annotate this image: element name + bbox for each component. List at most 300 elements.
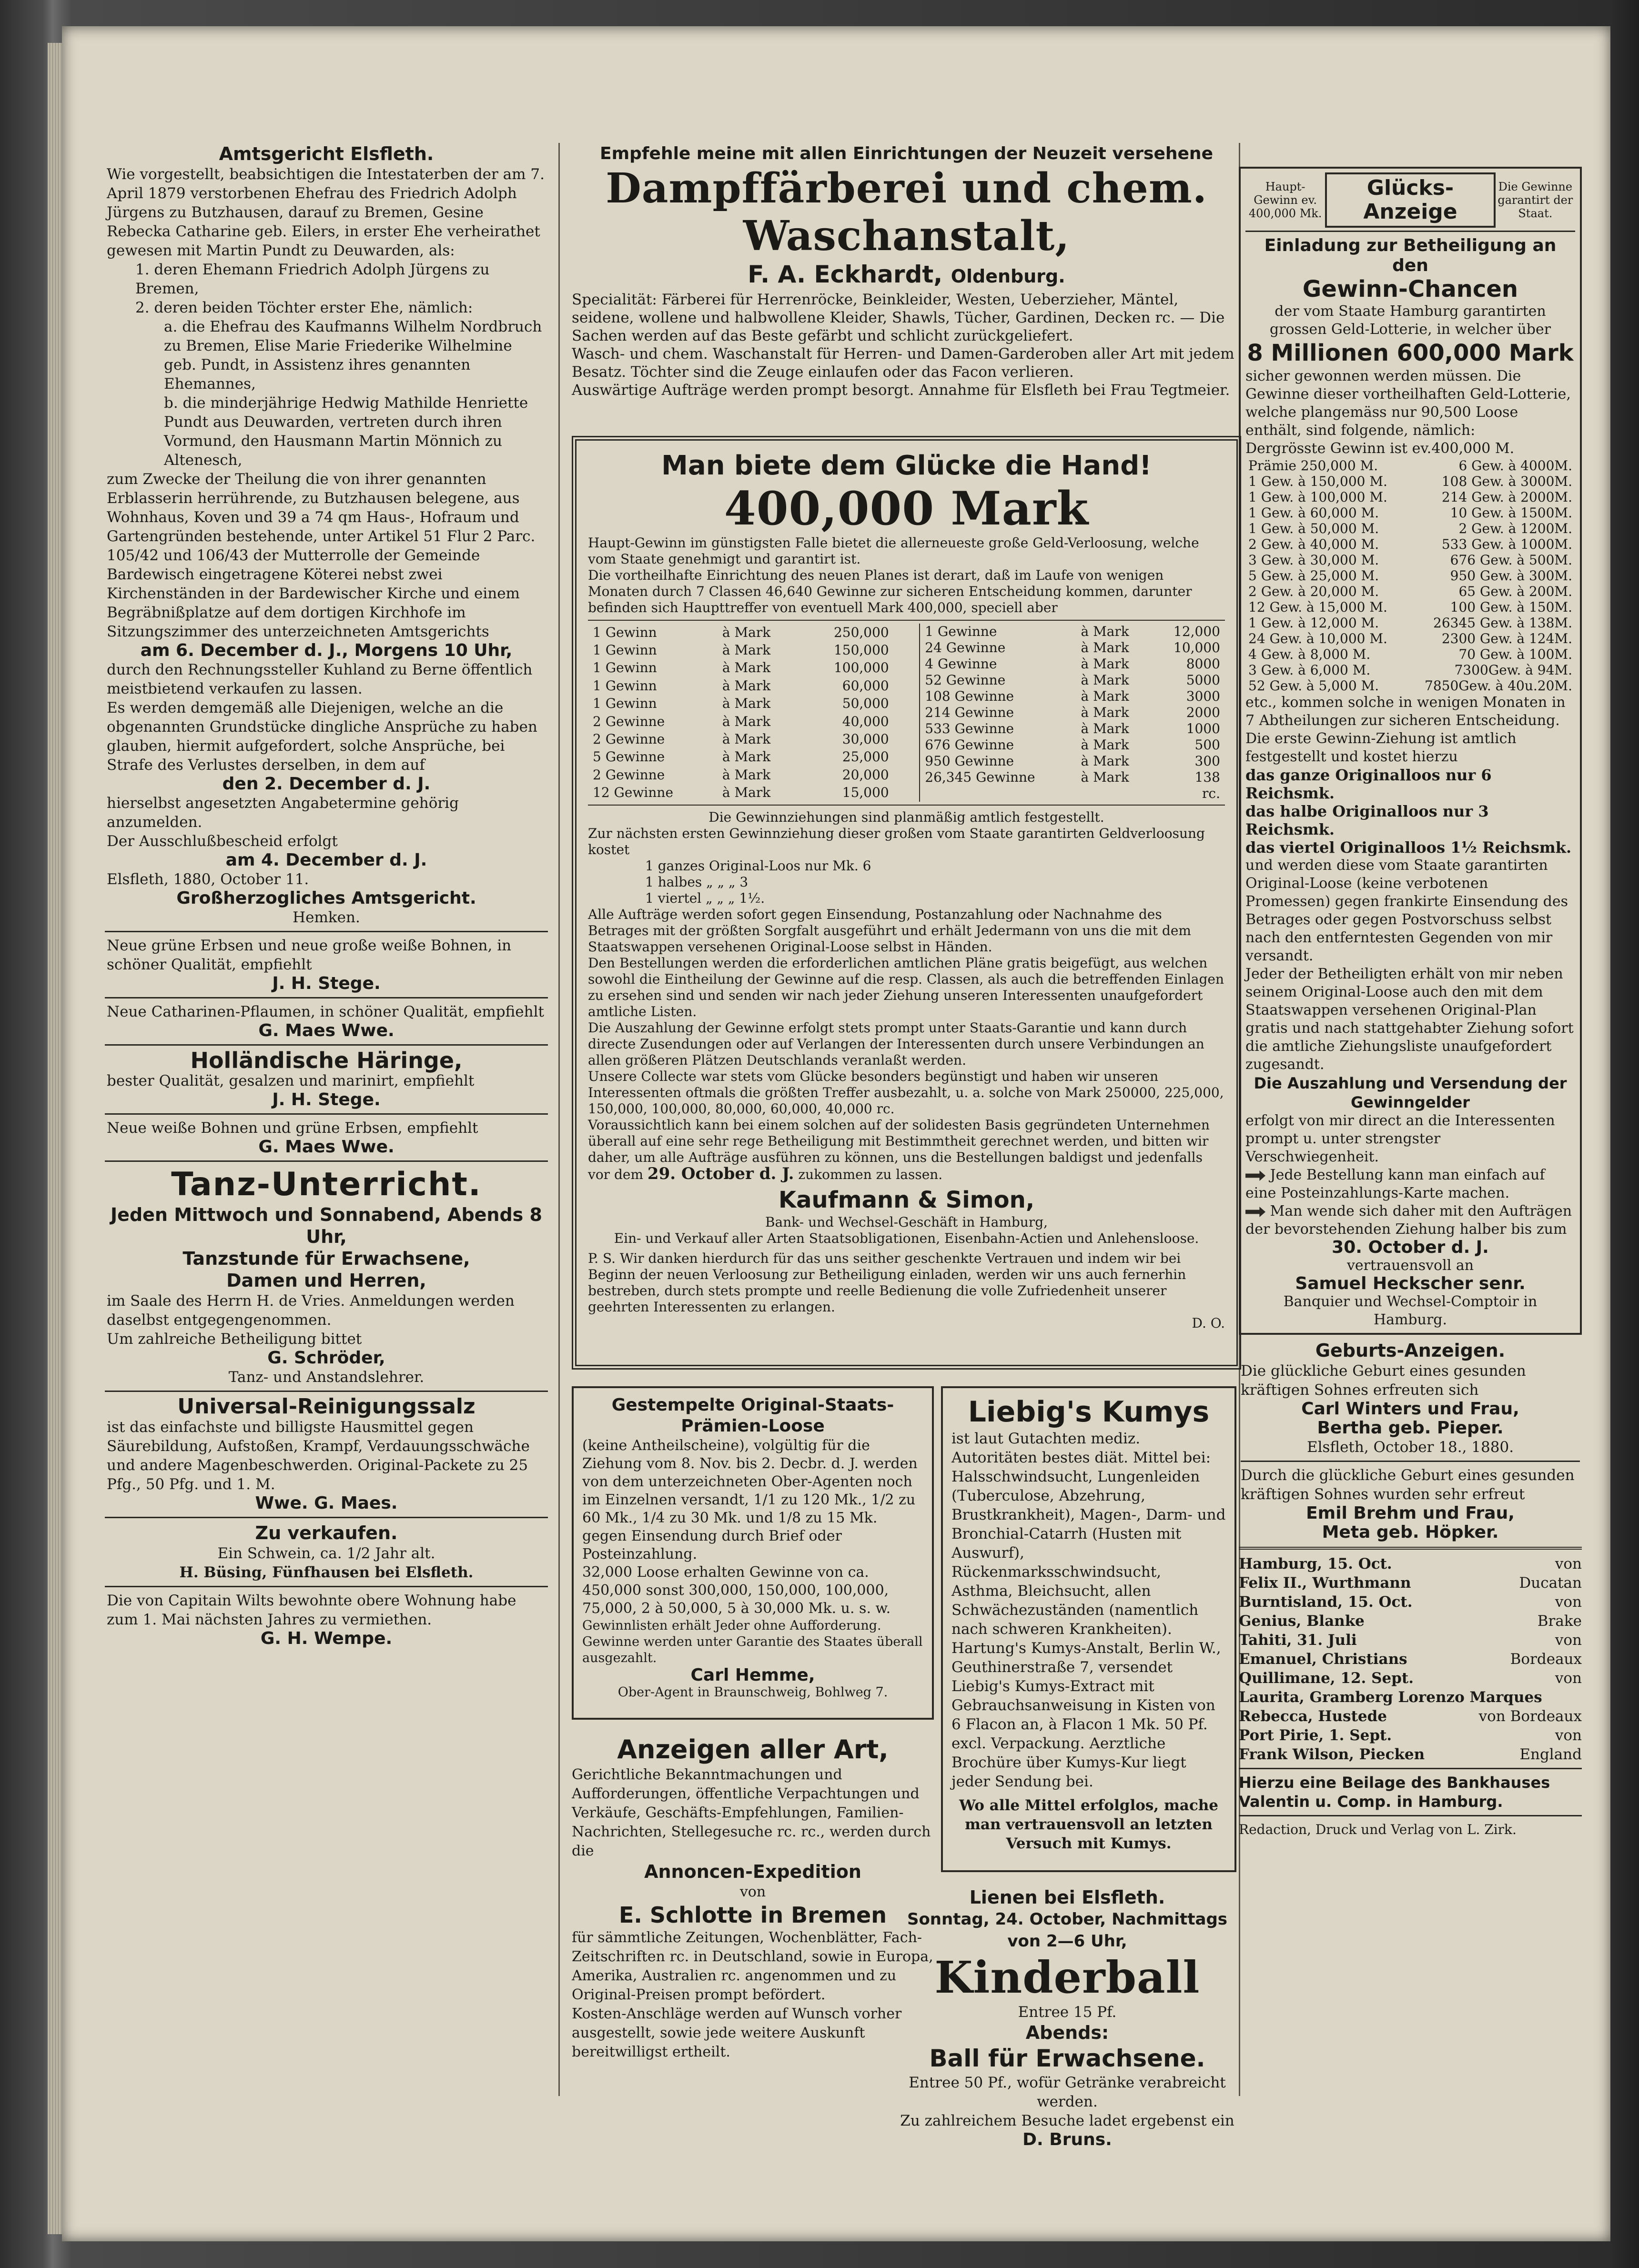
kaufmann-text: Die vortheilhafte Einrichtung des neuen Planes ist derart, daß im Laufe von wenigen Monaten durch 7 Classen 46,640 Gewinne zur sicheren Entscheidung kommen, darunter befinden sich Haupttreffer von eventuell Mark 400,000, speciell aber [588,567,1192,615]
glueck-line: Einladung zur Betheiligung an den [1264,236,1557,275]
prize-row [920,640,1225,656]
amtsgericht-date: am 4. December d. J. [225,850,427,870]
prize-row [1245,568,1575,584]
ad-signer: G. H. Wempe. [260,1629,393,1648]
ad-anzeigen-aller-art [572,1734,934,2153]
ad-line: Jeden Mittwoch und Sonnabend, Abends 8 Uhr, [111,1204,542,1247]
divider [105,1160,548,1162]
prize-row [1245,474,1575,489]
prize-row [588,677,894,695]
ad-text: Neue weiße Bohnen und grüne Erbsen, empfiehlt [107,1119,478,1137]
table-cell: à Mark [722,642,771,658]
kaufmann-text-part: zukommen zu lassen. [798,1167,943,1182]
ad-wohnung [105,1591,548,1648]
ship-row [1239,1631,1582,1650]
ship-port: Quillimane, 12. Sept. [1239,1670,1414,1687]
table-cell: à Mark [1081,640,1129,655]
table-cell: 1 Gew. à 100,000 M. [1248,489,1387,505]
ad-haeringe [105,1049,548,1109]
ship-row [1239,1593,1582,1612]
price-line: 1 halbes „ „ „ 3 [645,874,749,890]
ship-port: Genius, Blanke [1239,1613,1365,1630]
table-cell: Prämie 250,000 M. [1248,458,1378,474]
ship-port: Rebecca, Hustede [1239,1708,1387,1725]
liebig-text: ist laut Gutachten mediz. Autoritäten bestes diät. Mittel bei: Halsschwindsucht, Lungenleiden (Tuberculose, Abzehrung, Brustkrankheit), Magen-, Darm- und Bronchial-Catarrh (Husten mit Auswurf), Rückenmarksschwindsucht, Asthma, Bleichsucht, allen Schwächezuständen (namentlich nach schweren Krankheiten). Hartung's Kumys-Anstalt, Berlin W., Geuthinerstraße 7, versendet Liebig's Kumys-Extract mit Gebrauchsanweisung in Kisten von 6 Flacon an, à Flacon 1 Mk. 50 Pf. excl. Verpackung. Aerztliche Brochüre über Kumys-Kur liegt jeder Sendung bei. [951,1430,1226,1790]
prize-row [920,721,1225,737]
kaufmann-firm-line: Ein- und Verkauf aller Arten Staatsobligationen, Eisenbahn-Actien und Anlehensloose. [614,1230,1199,1246]
ad-signer-title: Tanz- und Anstandslehrer. [228,1369,425,1386]
table-cell: à Mark [1081,656,1129,672]
glueck-line: Die Auszahlung und Versendung der Gewinngelder [1254,1074,1567,1111]
table-cell: 3 Gew. à 30,000 M. [1248,552,1379,568]
table-cell: 500 [1194,737,1220,753]
table-cell: 1 Gewinn [593,677,657,694]
lienen-entree: Entree 15 Pf. [1018,2004,1117,2021]
ad-text: im Saale des Herrn H. de Vries. Anmeldungen werden daselbst entgegengenommen. [107,1292,515,1329]
table-cell: 15,000 [842,785,889,801]
ad-tanz [105,1166,548,1387]
anzeigen-title: Anzeigen aller Art, [617,1734,889,1764]
amtsgericht-signer-name: Hemken. [293,909,360,926]
amtsgericht-item: 2. deren beiden Töchter erster Ehe, nämlich: [135,299,473,316]
staats-text: (keine Antheilscheine), volgültig für die Ziehung vom 8. Nov. bis 2. Decbr. d. J. werden von dem unterzeichneten Ober-Agenten noch im Einzelnen versandt, 1/1 zu 120 Mk., 1/2 zu 60 Mk., 1/4 zu 30 Mk. und 1/8 zu 15 Mk. gegen Einsendung durch Brief oder Posteinzahlung. [582,1437,918,1562]
lienen-line: Sonntag, 24. October, Nachmittags von 2—6 Uhr, [907,1910,1228,1951]
table-cell: 2 Gew. à 40,000 M. [1248,536,1379,552]
prize-row [920,688,1225,705]
table-cell: 12 Gewinne [593,785,674,801]
ad-geburt [1239,1340,1582,1542]
table-cell: 7850Gew. à 40u.20M. [1425,678,1572,694]
glueck-signer-title: Banquier und Wechsel-Comptoir in Hamburg. [1283,1293,1538,1328]
ship-row [1239,1726,1582,1745]
glueck-date: 30. October d. J. [1332,1238,1489,1257]
divider [105,1044,548,1046]
staats-signer: Carl Hemme, [690,1665,815,1685]
kaufmann-text [588,1117,1225,1183]
glueck-text [1245,1202,1575,1239]
table-cell: 3000 [1186,688,1220,704]
glueck-text: etc., kommen solche in wenigen Monaten in 7 Abtheilungen zur sicheren Entscheidung. [1245,694,1566,729]
lienen-abends: Abends: [1025,2022,1109,2043]
prize-row [920,753,1225,769]
anzeigen-text: Kosten-Anschläge werden auf Wunsch vorher ausgestellt, sowie jede weitere Auskunft bereitwilligst ertheilt. [572,2006,902,2060]
divider [1239,1768,1582,1769]
ship-row [1239,1573,1582,1593]
table-cell: à Mark [722,713,771,729]
divider [105,931,548,932]
ship-origin: Ducatan [1519,1574,1582,1592]
table-cell: 1 Gewinn [593,642,657,658]
prize-row [588,695,894,713]
table-cell: 2 Gew. à 1200M. [1458,521,1572,536]
staats-title: Gestempelte Original-Staats-Prämien-Loose [611,1395,894,1436]
prize-row [1245,662,1575,678]
table-cell: à Mark [722,696,771,712]
table-cell: 60,000 [842,677,889,694]
table-cell: à Mark [722,660,771,676]
ad-signer: J. H. Stege. [272,1090,381,1109]
ship-row [1239,1554,1582,1573]
table-cell: 214 Gewinne [925,705,1014,720]
ship-origin: von Bordeaux [1478,1708,1582,1725]
table-cell: à Mark [1081,672,1129,688]
prize-row [1245,646,1575,662]
ad-kaufmann-simon [572,431,1241,1372]
table-cell: 65 Gew. à 200M. [1458,584,1572,599]
ship-origin: England [1519,1746,1582,1763]
glueck-text [1245,1166,1575,1202]
table-cell: 26,345 Gewinne [925,769,1035,785]
table-cell: 24 Gew. à 10,000 M. [1248,631,1387,646]
eckhardt-text: Specialität: Färberei für Herrenröcke, Beinkleider, Westen, Ueberzieher, Mäntel, seidene, wollene und halbwollene Kleider, Shawls, Tücher, Gardinen, Decken rc. — Die Sachen werden auf das Beste gefärbt und schlicht zurückgeliefert. [572,291,1225,344]
geburt-names: Meta geb. Höpker. [1322,1522,1499,1542]
ad-eckhardt [572,143,1241,429]
amtsgericht-body: hierselbst angesetzten Angabetermine gehörig anzumelden. [107,795,459,831]
prize-row [588,641,894,659]
table-cell: à Mark [1081,737,1129,753]
eckhardt-text: Wasch- und chem. Waschanstalt für Herren- und Damen-Garderoben aller Art mit jedem Besatz. Töchter sind die Zeuge einlaufen oder das Facon verlieren. [572,345,1234,381]
prize-table-right [919,624,1225,802]
amtsgericht-signer: Großherzogliches Amtsgericht. [176,888,476,908]
ad-title: Holländische Häringe, [190,1048,463,1073]
ship-port: Tahiti, 31. Juli [1239,1632,1357,1649]
price-line: 1 ganzes Original-Loos nur Mk. 6 [645,858,871,874]
table-cell: 1 Gew. à 150,000 M. [1248,474,1387,489]
table-cell: 214 Gew. à 2000M. [1441,489,1572,505]
ad-title: Universal-Reinigungssalz [177,1394,476,1419]
table-cell: 40,000 [842,713,889,729]
kaufmann-text: Unsere Collecte war stets vom Glücke besonders begünstigt und haben wir unseren Interessenten oftmals die größten Treffer ausbezahlt, u. a. solche von Mark 250000, 225,000, 150,000, 100,000, 80,000, 60,000, 40,000 rc. [588,1068,1224,1117]
table-cell: 1 Gewinn [593,660,657,676]
table-cell: 5000 [1186,672,1220,688]
ad-staats-loose [572,1386,934,1720]
anzeigen-von: von [739,1884,766,1900]
prize-row [588,659,894,677]
ship-port: Laurita, Gramberg Lorenzo Marques [1239,1689,1542,1706]
kaufmann-text: Alle Aufträge werden sofort gegen Einsendung, Postanzahlung oder Nachnahme des Betrages mit der größten Sorgfalt ausgeführt und erhält Jedermann von uns die mit dem Staatswappen versehenen Original-Loose selbst in Händen. [588,907,1191,955]
amtsgericht-body: Es werden demgemäß alle Diejenigen, welche an die obgenannten Grundstücke dingliche Ansprüche zu haben glauben, hiermit aufgefordert, solche Ansprüche, bei Strafe des Verlustes derselben, in dem auf [107,699,537,774]
kaufmann-text: Den Bestellungen werden die erforderlichen amtlichen Pläne gratis beigefügt, aus welchen sowohl die Eintheilung der Gewinne auf die resp. Classen, als auch die betreffenden Einlagen zu ersehen sind und senden wir nach jeder Ziehung unseren Interessenten unaufgefordert amtliche Listen. [588,955,1224,1019]
ad-text: Ein Schwein, ca. 1/2 Jahr alt. [217,1545,435,1562]
prize-row [1245,489,1575,505]
amtsgericht-item: b. die minderjährige Hedwig Mathilde Henriette Pundt aus Deuwarden, vertreten durch ihren Vormund, den Hausmann Martin Mönnich zu Altenesch, [164,394,528,469]
anzeigen-expedition: Annoncen-Expedition [644,1861,861,1882]
table-cell: 676 Gew. à 500M. [1450,552,1572,568]
prize-row [1245,615,1575,631]
ad-text: bester Qualität, gesalzen und marinirt, empfiehlt [107,1072,475,1089]
ad-text: Neue grüne Erbsen und neue große weiße Bohnen, in schöner Qualität, empfiehlt [107,937,512,973]
prize-row [588,784,894,802]
geburt-title: Geburts-Anzeigen. [1315,1340,1506,1361]
table-cell: 4 Gewinne [925,656,997,672]
table-cell: 533 Gewinne [925,721,1014,736]
glueck-text-part: Jede Bestellung kann man einfach auf eine Posteinzahlungs-Karte machen. [1245,1167,1545,1201]
geburt-names: Emil Brehm und Frau, [1306,1503,1515,1523]
kaufmann-text: Die Auszahlung der Gewinne erfolgt stets prompt unter Staats-Garantie und kann durch directe Zusendungen oder auf Verlangen der Interessenten durch unsere Verbindungen an allen größeren Plätzen Deutschlands veranlaßt werden. [588,1020,1204,1068]
glueck-text: erfolgt von mir direct an die Interessenten prompt u. unter strengster Verschwiegenheit. [1245,1112,1555,1165]
divider [1239,1547,1582,1550]
prize-row [1245,521,1575,536]
glueck-line: Gewinn-Chancen [1302,276,1518,302]
anzeigen-text: Gerichtliche Bekanntmachungen und Aufforderungen, öffentliche Verpachtungen und Verkäufe, Geschäfts-Empfehlungen, Familien-Nachrichten, Stellegesuche rc. rc., werden durch die [572,1766,931,1859]
table-cell: 2 Gewinne [593,731,665,747]
table-cell: 100 Gew. à 150M. [1450,599,1572,615]
kaufmann-ps-sign: D. O. [1192,1315,1225,1331]
glueck-text: der vom Staate Hamburg garantirten grossen Geld-Lotterie, in welcher über [1269,303,1551,338]
prize-row [1245,552,1575,568]
ad-text: Die von Capitain Wilts bewohnte obere Wohnung habe zum 1. Mai nächsten Jahres zu vermiethen. [107,1592,516,1628]
ship-row [1239,1669,1582,1688]
table-cell: 30,000 [842,731,889,747]
lienen-title2: Ball für Erwachsene. [929,2045,1205,2072]
ship-row [1239,1707,1582,1726]
table-cell: 2000 [1186,705,1220,720]
ad-signer: J. H. Stege. [272,974,381,993]
prize-row [1245,599,1575,615]
price-line: 1 viertel „ „ „ 1½. [645,890,765,906]
table-cell: 5 Gewinne [593,749,665,765]
table-cell: 8000 [1186,656,1220,672]
table-cell: 2 Gewinne [593,713,665,729]
glueck-price: das halbe Originalloos nur 3 Reichsmk. [1245,802,1489,838]
ad-erbsen [105,936,548,993]
prize-row [920,624,1225,640]
prize-row [1245,458,1575,474]
prize-row [920,656,1225,672]
table-cell: à Mark [722,749,771,765]
divider [1239,1815,1582,1816]
ad-signer: Wwe. G. Maes. [255,1493,398,1513]
eckhardt-name: F. A. Eckhardt, [748,261,943,288]
ship-port: Frank Wilson, Piecken [1239,1746,1425,1763]
ad-signer: G. Maes Wwe. [258,1021,395,1040]
eckhardt-text: Auswärtige Aufträge werden prompt besorgt. Annahme für Elsfleth bei Frau Tegtmeier. [572,382,1230,399]
glueck-text: Jeder der Betheiligten erhält von mir neben seinem Original-Loose auch den mit dem Staatswappen versehenen Original-Plan gratis und nach stattgehabter Ziehung sofort die amtliche Ziehungsliste unaufgefordert zugesandt. [1245,966,1574,1073]
kaufmann-amount: 400,000 Mark [724,482,1089,535]
ship-origin: von [1555,1632,1582,1649]
prize-row [1245,505,1575,521]
table-cell: à Mark [722,624,771,640]
divider [105,1517,548,1518]
divider [105,1391,548,1392]
table-cell: à Mark [1081,721,1129,736]
table-cell: 7300Gew. à 94M. [1454,662,1572,678]
table-cell: 1 Gewinne [925,624,997,639]
table-cell [920,786,1076,802]
table-cell: 1000 [1186,721,1220,736]
glueck-price: das ganze Originalloos nur 6 Reichsmk. [1245,766,1492,802]
lienen-text: Entree 50 Pf., wofür Getränke verabreicht werden. [909,2074,1226,2110]
table-cell: à Mark [1081,688,1129,704]
kaufmann-frame [572,436,1241,1370]
table-cell [1076,786,1152,802]
glueck-right-top: Die Gewinne garantirt der Staat. [1497,180,1573,220]
eckhardt-city: Oldenburg. [951,266,1065,287]
glueck-text: sicher gewonnen werden müssen. Die Gewinne dieser vortheilhaften Geld-Lotterie, welche plangemäss nur 90,500 Loose enthält, sind folgende, nämlich: [1245,368,1571,439]
ship-port: Emanuel, Christians [1239,1651,1407,1668]
ad-signer: H. Büsing, Fünfhausen bei Elsfleth. [179,1564,474,1581]
prize-row [920,737,1225,753]
divider [105,1113,548,1115]
ship-origin: Bordeaux [1510,1651,1582,1668]
ad-bohnen [105,1119,548,1157]
ship-origin: von [1555,1555,1582,1572]
ad-amtsgericht [105,143,548,927]
table-cell: 1 Gew. à 50,000 M. [1248,521,1379,536]
glueck-prize-table [1245,458,1575,694]
table-cell: à Mark [1081,769,1129,785]
amtsgericht-place: Elsfleth, 1880, October 11. [107,871,309,888]
eckhardt-name-line [572,260,1241,291]
prize-row [920,769,1225,786]
prize-row [1245,584,1575,599]
column-rule [558,143,560,2096]
pointing-hand-icon [1245,1207,1265,1217]
column-left [105,143,548,1648]
staats-signer-address: Ober-Agent in Braunschweig, Bohlweg 7. [617,1685,888,1700]
geburt-names: Carl Winters und Frau, [1301,1399,1519,1419]
ship-origin: von [1555,1670,1582,1687]
amtsgericht-body: Der Ausschlußbescheid erfolgt [107,833,338,850]
kaufmann-text: Die Gewinnziehungen sind planmäßig amtlich festgestellt. [708,809,1104,825]
ship-row [1239,1688,1582,1707]
kaufmann-ps: P. S. Wir danken hierdurch für das uns seither geschenkte Vertrauen und indem wir bei Beginn der neuen Verloosung zur Betheiligung einladen, werden wir uns auch fernerhin bestreben, durch stets prompte und reelle Bedienung die volle Zufriedenheit unserer geehrten Interessenten zu erlangen. [588,1250,1186,1315]
eckhardt-title: Dampffärberei und chem. Waschanstalt, [606,164,1207,260]
ship-row [1239,1612,1582,1631]
glueck-text: Dergrösste Gewinn ist ev.400,000 M. [1245,440,1515,457]
ship-port: Burntisland, 15. Oct. [1239,1593,1413,1611]
ship-port: Felix II., Wurthmann [1239,1574,1411,1592]
table-cell: 3 Gew. à 6,000 M. [1248,662,1371,678]
table-cell: 1 Gew. à 12,000 M. [1248,615,1379,631]
table-cell: à Mark [1081,705,1129,720]
prize-row [920,705,1225,721]
prize-row [920,786,1225,802]
glueck-text: und werden diese vom Staate garantirten Original-Loose (keine verbotenen Promessen) gegen frankirte Einsendung des Betrages oder gegen Postvorschuss selbst nach den entferntesten Gegenden von mir versandt. [1245,857,1568,964]
ad-text: Um zahlreiche Betheiligung bittet [107,1331,362,1348]
divider [105,1586,548,1587]
geburt-place: Elsfleth, October 18., 1880. [1306,1439,1514,1456]
kaufmann-firm: Kaufmann & Simon, [778,1187,1035,1213]
ad-title: Zu verkaufen. [255,1522,398,1543]
table-cell: rc. [1202,786,1220,801]
glueck-text: Die erste Gewinn-Ziehung ist amtlich festgestellt und kostet hierzu [1245,730,1517,765]
impressum: Redaction, Druck und Verlag von L. Zirk. [1239,1822,1517,1837]
table-cell: 100,000 [833,660,889,676]
ad-text: Neue Catharinen-Pflaumen, in schöner Qualität, empfiehlt [107,1003,544,1020]
kaufmann-text: Zur nächsten ersten Gewinnziehung dieser großen vom Staate garantirten Geldverloosung kostet [588,826,1205,857]
table-cell: 10 Gew. à 1500M. [1450,505,1572,521]
table-cell: 108 Gew. à 3000M. [1441,474,1572,489]
table-cell: 676 Gewinne [925,737,1014,753]
glueck-left-top: Haupt-Gewinn ev. 400,000 Mk. [1248,180,1322,220]
prize-table-left [588,624,894,802]
amtsgericht-body: durch den Rechnungssteller Kuhland zu Berne öffentlich meistbietend verkaufen zu lassen. [107,661,533,697]
table-cell: 300 [1194,753,1220,769]
pointing-hand-icon [1245,1170,1265,1181]
ship-row [1239,1650,1582,1669]
table-cell: 52 Gewinne [925,672,1006,688]
divider [1241,1461,1580,1462]
table-cell: 250,000 [833,624,889,640]
ship-port: Hamburg, 15. Oct. [1239,1555,1392,1572]
kaufmann-text-part: Voraussichtlich kann bei einem solchen auf der solidesten Basis gegründeten Unternehmen überall auf eine sehr rege Betheiligung mit Bestimmtheit gerechnet werden, und bitten wir daher, um alle Aufträge ausführen zu können, uns die Bestellungen baldigst und jedenfalls vor dem [588,1117,1210,1182]
table-cell: à Mark [722,677,771,694]
prize-row [588,730,894,748]
table-cell: 5 Gew. à 25,000 M. [1248,568,1379,584]
ad-line: Tanzstunde für Erwachsene, [182,1248,470,1269]
glueck-text: vertrauensvoll an [1346,1257,1474,1274]
ad-gluecks-anzeige [1239,167,1582,1335]
table-cell: à Mark [722,785,771,801]
geburt-text: Die glückliche Geburt eines gesunden kräftigen Sohnes erfreuten sich [1241,1362,1526,1399]
prize-row [1245,631,1575,646]
amtsgericht-intro: Wie vorgestellt, beabsichtigen die Intestaterben der am 7. April 1879 verstorbenen Ehefrau des Friedrich Adolph Jürgens zu Butzhausen, darauf zu Bremen, Gesine Rebecka Catharine geb. Eilers, in erster Ehe verheirathet gewesen mit Martin Pundt zu Deuwarden, als: [107,166,545,259]
glueck-signer: Samuel Heckscher senr. [1295,1274,1526,1293]
table-cell: 20,000 [842,766,889,783]
kaufmann-date: 29. October d. J. [647,1164,794,1183]
staats-text: 32,000 Loose erhalten Gewinne von ca. 450,000 sonst 300,000, 150,000, 100,000, 75,000, 2 à 50,000, 5 à 30,000 Mk. u. s. w. [582,1564,891,1617]
ad-liebig-kumys [941,1386,1236,1872]
kaufmann-prices [588,858,1225,907]
glueck-line: 8 Millionen 600,000 Mark [1247,340,1574,366]
kaufmann-headline: Man biete dem Glücke die Hand! [661,450,1152,481]
table-cell: 4 Gew. à 8,000 M. [1248,646,1371,662]
ad-reinigungssalz [105,1396,548,1513]
ship-origin: von [1555,1593,1582,1611]
lienen-title: Kinderball [934,1952,1200,2003]
lienen-line: Lienen bei Elsfleth. [969,1887,1165,1908]
beilage-notice: Hierzu eine Beilage des Bankhauses Valentin u. Comp. in Hamburg. [1239,1774,1550,1811]
table-cell: 2300 Gew. à 124M. [1441,631,1572,646]
ship-row [1239,1745,1582,1764]
kaufmann-prize-table [588,620,1225,806]
amtsgericht-date: am 6. December d. J., Morgens 10 Uhr, [140,641,513,660]
table-cell: 1 Gew. à 60,000 M. [1248,505,1379,521]
table-cell: 12,000 [1174,624,1220,639]
ad-signer: G. Schröder, [267,1348,385,1368]
liebig-title: Liebig's Kumys [968,1395,1210,1429]
lienen-text: Zu zahlreichem Besuche ladet ergebenst ein [900,2112,1234,2129]
glueck-title: Glücks-Anzeige [1325,172,1495,228]
prize-row [588,713,894,730]
table-cell: 70 Gew. à 100M. [1458,646,1572,662]
glueck-price: das viertel Originalloos 1½ Reichsmk. [1245,838,1572,857]
ad-lienen-ball [896,1886,1239,2153]
amtsgericht-title: Amtsgericht Elsfleth. [219,143,434,164]
table-cell: 2 Gewinne [593,766,665,783]
table-cell: 533 Gew. à 1000M. [1441,536,1572,552]
staats-text: Gewinnlisten erhält Jeder ohne Aufforderung. Gewinne werden unter Garantie des Staates überall ausgezahlt. [582,1618,923,1665]
table-cell: 6 Gew. à 4000M. [1458,458,1572,474]
eckhardt-line: Empfehle meine mit allen Einrichtungen der Neuzeit versehene [600,144,1213,163]
table-cell: 24 Gewinne [925,640,1006,655]
table-cell: 50,000 [842,696,889,712]
amtsgericht-item: 1. deren Ehemann Friedrich Adolph Jürgens zu Bremen, [135,261,490,297]
ad-signer: G. Maes Wwe. [258,1137,395,1157]
prize-row [588,624,894,641]
ad-text: ist das einfachste und billigste Hausmittel gegen Säurebildung, Aufstoßen, Krampf, Verdauungsschwäche und andere Magenbeschwerden. Original-Packete zu 25 Pfg., 50 Pfg. und 1. M. [107,1419,530,1493]
table-cell: 12 Gew. à 15,000 M. [1248,599,1387,615]
amtsgericht-date: den 2. December d. J. [222,774,431,794]
prize-row [588,766,894,784]
table-cell: 26345 Gew. à 138M. [1433,615,1572,631]
ad-title: Tanz-Unterricht. [171,1166,482,1203]
prize-row [920,672,1225,688]
prize-row [1245,678,1575,694]
geburt-text: Durch die glückliche Geburt eines gesunden kräftigen Sohnes wurden sehr erfreut [1241,1467,1575,1503]
ship-origin: von [1555,1727,1582,1744]
